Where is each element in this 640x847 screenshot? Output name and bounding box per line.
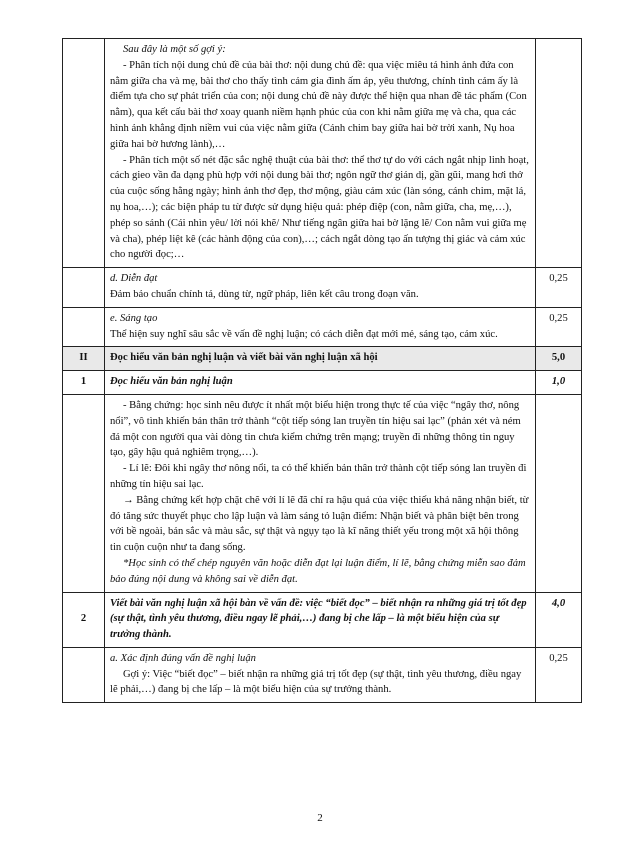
table-row [63, 647, 582, 702]
section-number: II [63, 347, 105, 371]
score-cell: 0,25 [536, 268, 582, 308]
content-cell [105, 307, 536, 347]
note-paragraph: *Học sinh có thể chép nguyên văn hoặc diễn đạt lại luận điểm, lí lẽ, bằng chứng miễn sao đảm bảo đúng nội dung và không sai về diễn đạt. [110, 557, 526, 585]
score-cell [536, 394, 582, 592]
num-cell [63, 39, 105, 268]
num-cell [63, 268, 105, 308]
section-row [63, 347, 582, 371]
answer-key-table [62, 38, 582, 703]
content-cell [105, 394, 536, 592]
num-cell [63, 647, 105, 702]
table-row [63, 394, 582, 592]
content-cell [105, 268, 536, 308]
num-cell [63, 394, 105, 592]
intro-text: Sau đây là một số gợi ý: [123, 44, 226, 55]
criterion-title: d. Diễn đạt [110, 273, 158, 285]
page-number: 2 [317, 812, 323, 824]
score-cell [536, 39, 582, 268]
criterion-text: Gợi ý: Việc “biết đọc” – biết nhận ra những giá trị tốt đẹp (sự thật, tình yêu thương, điều ngay lẽ phải,…) đang bị che lấp – là một biểu hiện của sự trưởng thành. [110, 668, 522, 696]
question-number: 2 [63, 592, 105, 647]
art-paragraph: - Phân tích một số nét đặc sắc nghệ thuật của bài thơ: thể thơ tự do với cách ngắt nhịp linh hoạt, cách gieo vần đa dạng phù hợp với nội dung bài thơ; ngôn ngữ thơ giản dị, gần gũi, mang hơi thở của cuộc sống hằng ngày; hình ảnh thơ đẹp, thơ mộng, giàu cảm xúc (làn sóng, cánh chim, mặt lá, nụ hoa,…); các biện pháp tu từ được sử dụng hiệu quả: phép điệp (con, nằm giữa, cha, mẹ,…), phép so sánh (Cái nhìn yêu/ lời nói khẽ/ Như tiếng ngân giữa hai bờ lặng lẽ/ Con nằm vui giữa mẹ và cha), phép liệt kê (các hành động của con),…; cách ngắt dòng tạo ấn tượng thị giác và cảm xúc cho người đọc;… [110, 154, 529, 261]
question-score: 1,0 [536, 371, 582, 395]
evidence-paragraph: - Bằng chứng: học sinh nêu được ít nhất một biểu hiện trong thực tế của việc “ngây thơ, nông nổi”, vô tình khiến bản thân trở thành “cột tiếp sóng lan truyền tín hiệu sai lạc” (phản xét và ném đá một con người qua vài dòng tin chưa kiểm chứng trên mạng; truyền đi những thông tin nguy tạo, gây hậu quả nghiêm trọng,…). [110, 399, 521, 459]
criterion-text: Đảm bảo chuẩn chính tả, dùng từ, ngữ pháp, liên kết câu trong đoạn văn. [110, 288, 419, 300]
criterion-title: e. Sáng tạo [110, 312, 158, 324]
question-score: 4,0 [536, 592, 582, 647]
criterion-title: a. Xác định đúng vấn đề nghị luận [110, 652, 256, 664]
table-row [63, 307, 582, 347]
score-cell: 0,25 [536, 307, 582, 347]
question-row [63, 592, 582, 647]
question-row [63, 371, 582, 395]
content-cell [105, 39, 536, 268]
content-paragraph: - Phân tích nội dung chủ đề của bài thơ: nội dung chủ đề: qua việc miêu tả hình ảnh đứa con nằm giữa cha và mẹ, bài thơ cho thấy tình cảm gia đình ấm áp, yêu thương, chính tình cảm ấy là điểm tựa cho sự phát triển của con; nội dung chủ đề này được thể hiện qua nhan đề tác phẩm (Con nằm), qua kết cấu bài thơ xoay quanh niềm hạnh phúc của con khi nằm giữa mẹ và cha, qua các hình ảnh khẳng định niềm vui của việc nằm giữa (Cánh chim bay giữa hai bờ trời xanh, Nụ hoa giữa hai bờ hương lành),… [110, 59, 527, 150]
question-title: Viết bài văn nghị luận xã hội bàn về vấn đề: việc “biết đọc” – biết nhận ra những giá trị tốt đẹp (sự thật, tình yêu thương, điều ngay lẽ phải,…) đang bị che lấp – là một biểu hiện của sự trưởng thành. [105, 592, 536, 647]
reason-paragraph: - Lí lẽ: Đôi khi ngây thơ nông nổi, ta có thể khiến bản thân trở thành cột tiếp sóng lan truyền đi những tín hiệu sai lạc. [110, 463, 527, 490]
section-title: Đọc hiểu văn bản nghị luận và viết bài văn nghị luận xã hội [105, 347, 536, 371]
score-cell: 0,25 [536, 647, 582, 702]
num-cell [63, 307, 105, 347]
question-title: Đọc hiểu văn bản nghị luận [105, 371, 536, 395]
table-row [63, 39, 582, 268]
section-score: 5,0 [536, 347, 582, 371]
criterion-text: Thể hiện suy nghĩ sâu sắc về vấn đề nghị luận; có cách diễn đạt mới mẻ, sáng tạo, cảm xúc. [110, 328, 498, 340]
content-cell [105, 647, 536, 702]
conclusion-paragraph: → Bằng chứng kết hợp chặt chẽ với lí lẽ đã chỉ ra hậu quả của việc thiếu khả năng nhận biết, từ đó tăng sức thuyết phục cho lập luận và làm sáng tỏ luận điểm: Nhận biết và phân biệt bên trong với bề ngoài, bản sắc và màu sắc, sự thật và ngụy tạo là kĩ năng thiết yếu trong một xã hội thông tin cuộn cuộn như ta đang sống. [110, 494, 529, 554]
table-row [63, 268, 582, 308]
question-number: 1 [63, 371, 105, 395]
